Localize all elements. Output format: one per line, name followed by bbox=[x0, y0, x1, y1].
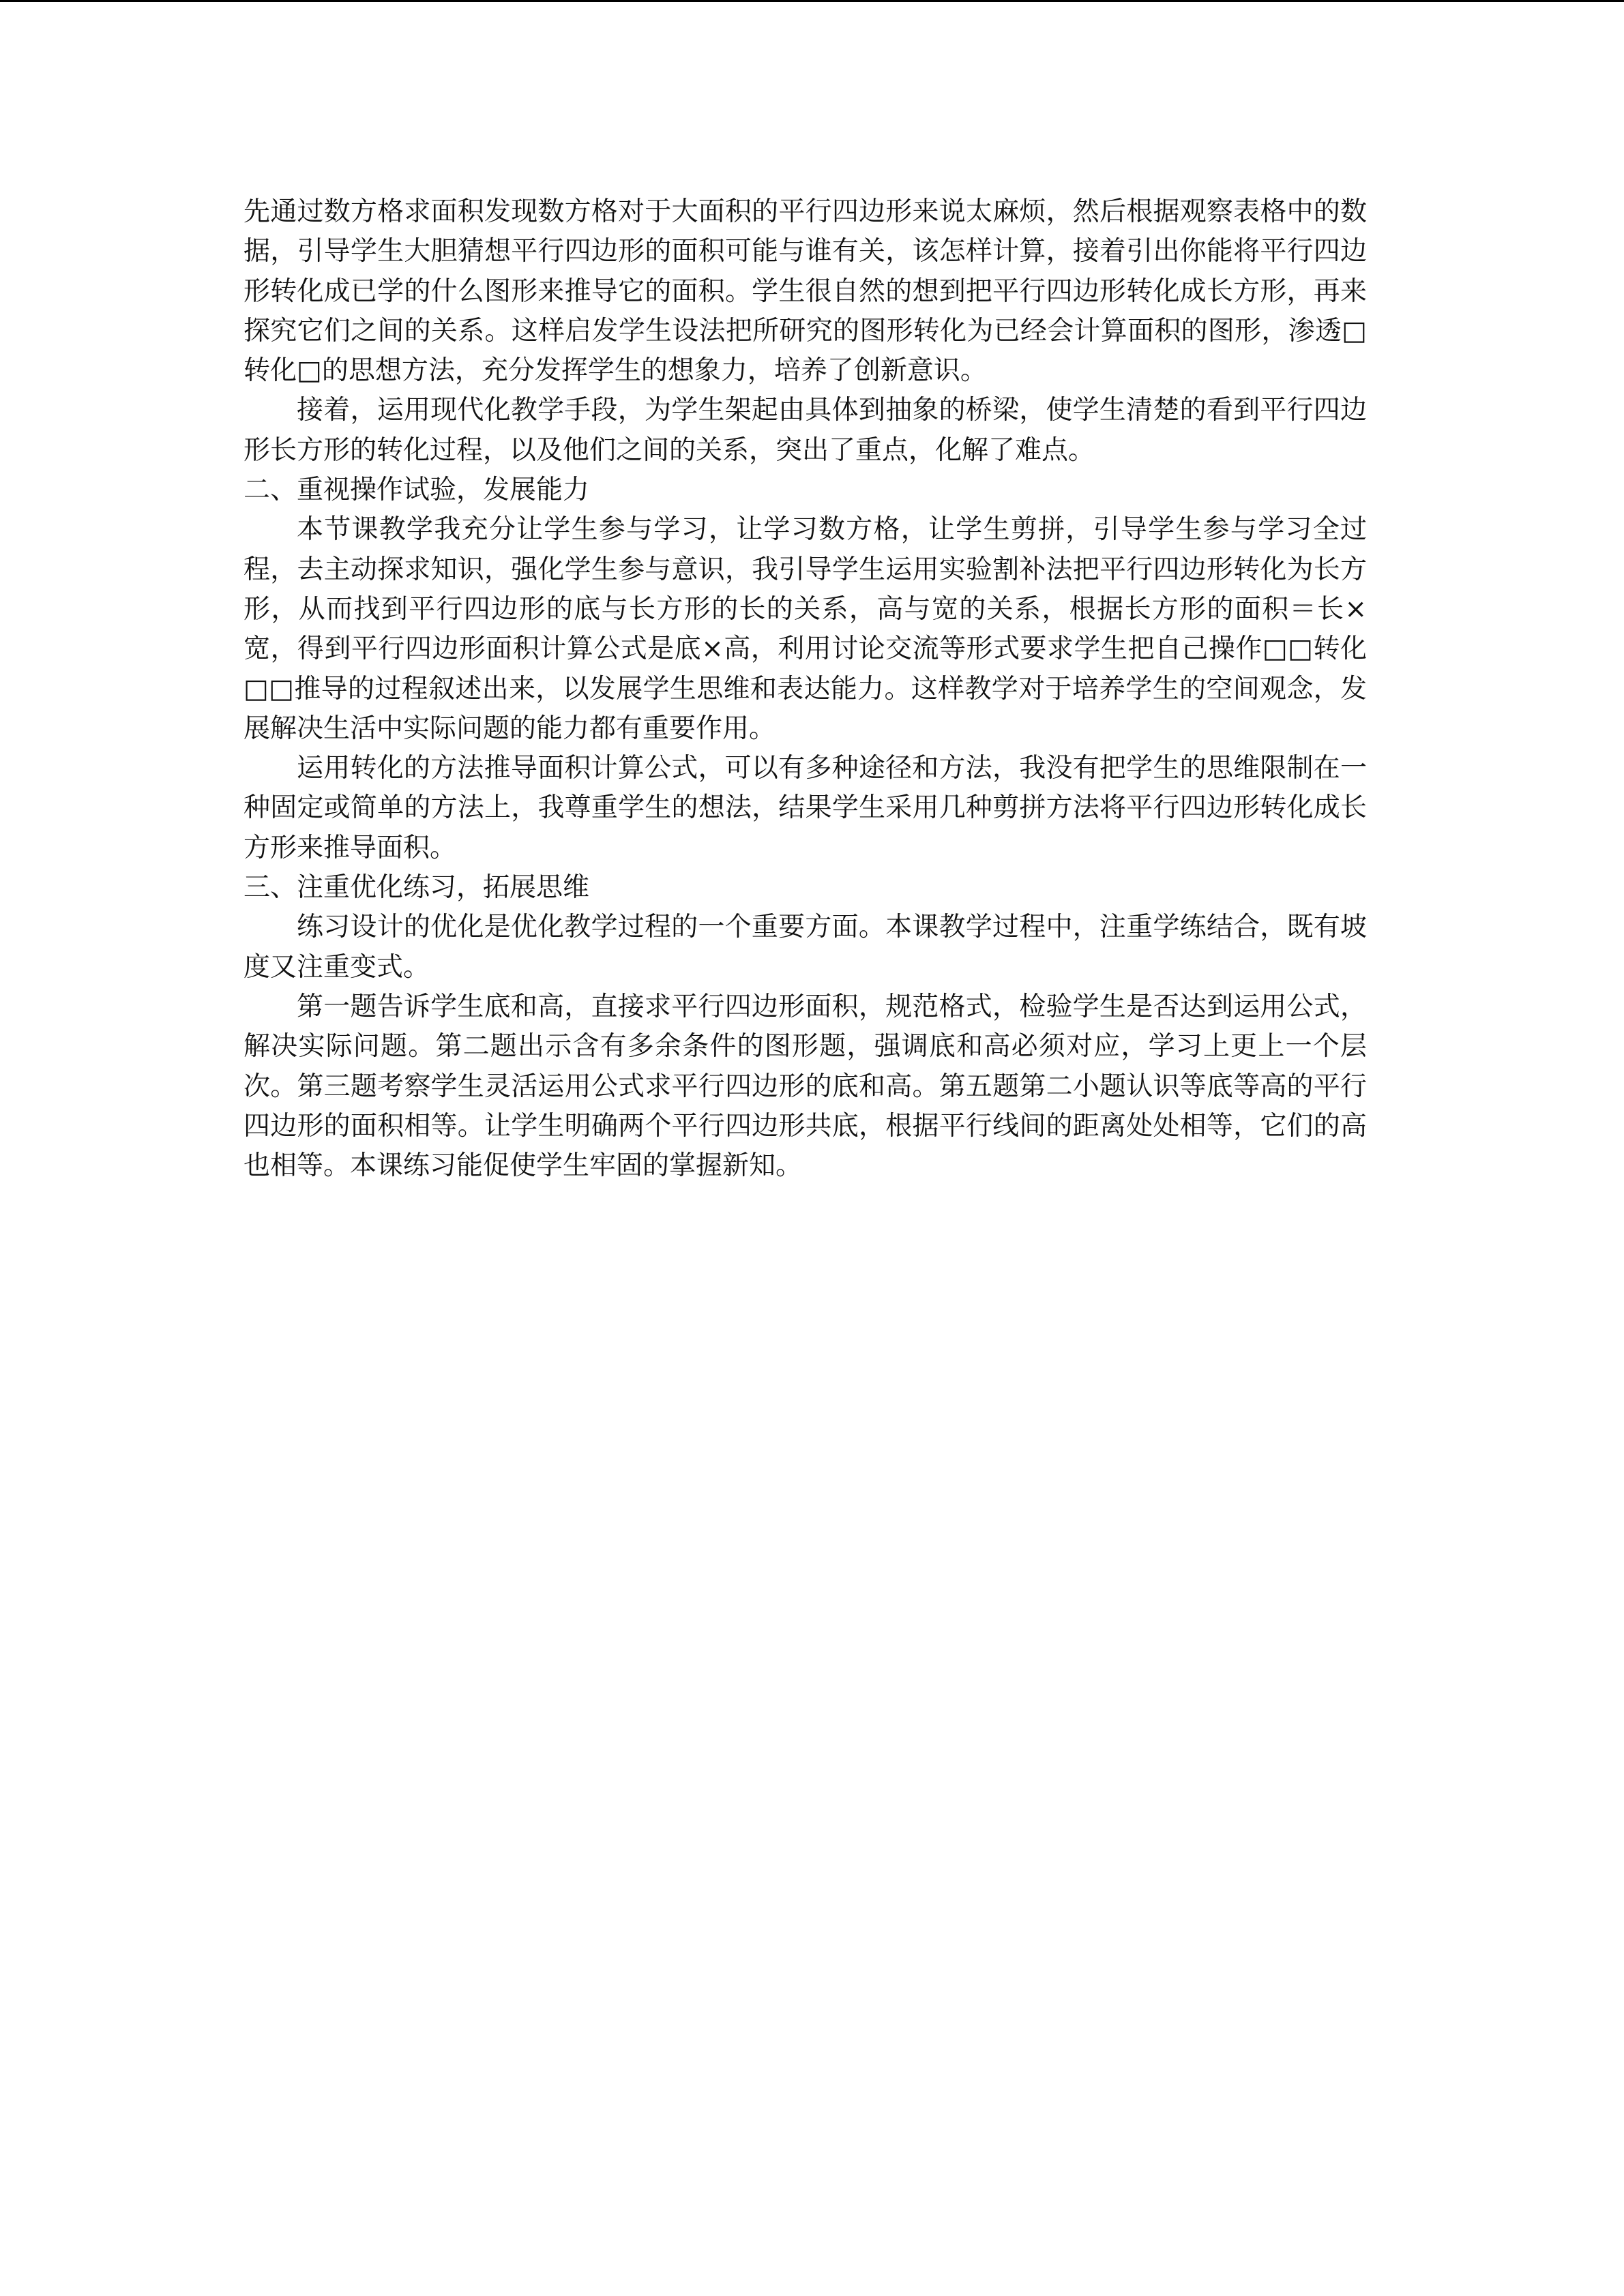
paragraph-modern-teaching: 接着，运用现代化教学手段，为学生架起由具体到抽象的桥梁，使学生清楚的看到平行四边形长方形的转化过程，以及他们之间的关系，突出了重点，化解了难点。 bbox=[243, 395, 1367, 466]
paragraph-multiple-methods: 运用转化的方法推导面积计算公式，可以有多种途径和方法，我没有把学生的思维限制在一种固定或简单的方法上，我尊重学生的想法，结果学生采用几种剪拼方法将平行四边形转化成长方形来推导面积。 bbox=[243, 753, 1367, 863]
document-body bbox=[243, 192, 1367, 1186]
section-heading-practice: 三、注重优化练习，拓展思维 bbox=[243, 872, 590, 904]
page-top-border bbox=[0, 0, 1624, 2]
paragraph-transformation-intro: 先通过数方格求面积发现数方格对于大面积的平行四边形来说太麻烦，然后根据观察表格中的数据，引导学生大胆猜想平行四边形的面积可能与谁有关，该怎样计算，接着引出你能将平行四边形转化成已学的什么图形来推导它的面积。学生很自然的想到把平行四边形转化成长方形，再来探究它们之间的关系。这样启发学生设法把所研究的图形转化为已经会计算面积的图形，渗透□转化□的思想方法，充分发挥学生的想象力，培养了创新意识。 bbox=[243, 196, 1367, 387]
paragraph-exercise-details: 第一题告诉学生底和高，直接求平行四边形面积，规范格式，检验学生是否达到运用公式，解决实际问题。第二题出示含有多余条件的图形题，强调底和高必须对应，学习上更上一个层次。第三题考察学生灵活运用公式求平行四边形的底和高。第五题第二小题认识等底等高的平行四边形的面积相等。让学生明确两个平行四边形共底，根据平行线间的距离处处相等，它们的高也相等。本课练习能促使学生牢固的掌握新知。 bbox=[243, 991, 1367, 1182]
paragraph-practice-design: 练习设计的优化是优化教学过程的一个重要方面。本课教学过程中，注重学练结合，既有坡度又注重变式。 bbox=[243, 912, 1367, 983]
section-heading-operation: 二、重视操作试验，发展能力 bbox=[243, 475, 590, 506]
paragraph-participation: 本节课教学我充分让学生参与学习，让学习数方格，让学生剪拼，引导学生参与学习全过程，去主动探求知识，强化学生参与意识，我引导学生运用实验割补法把平行四边形转化为长方形，从而找到平行四边形的底与长方形的长的关系，高与宽的关系，根据长方形的面积＝长×宽，得到平行四边形面积计算公式是底×高，利用讨论交流等形式要求学生把自己操作□□转化□□推导的过程叙述出来，以发展学生思维和表达能力。这样教学对于培养学生的空间观念，发展解决生活中实际问题的能力都有重要作用。 bbox=[243, 514, 1367, 744]
